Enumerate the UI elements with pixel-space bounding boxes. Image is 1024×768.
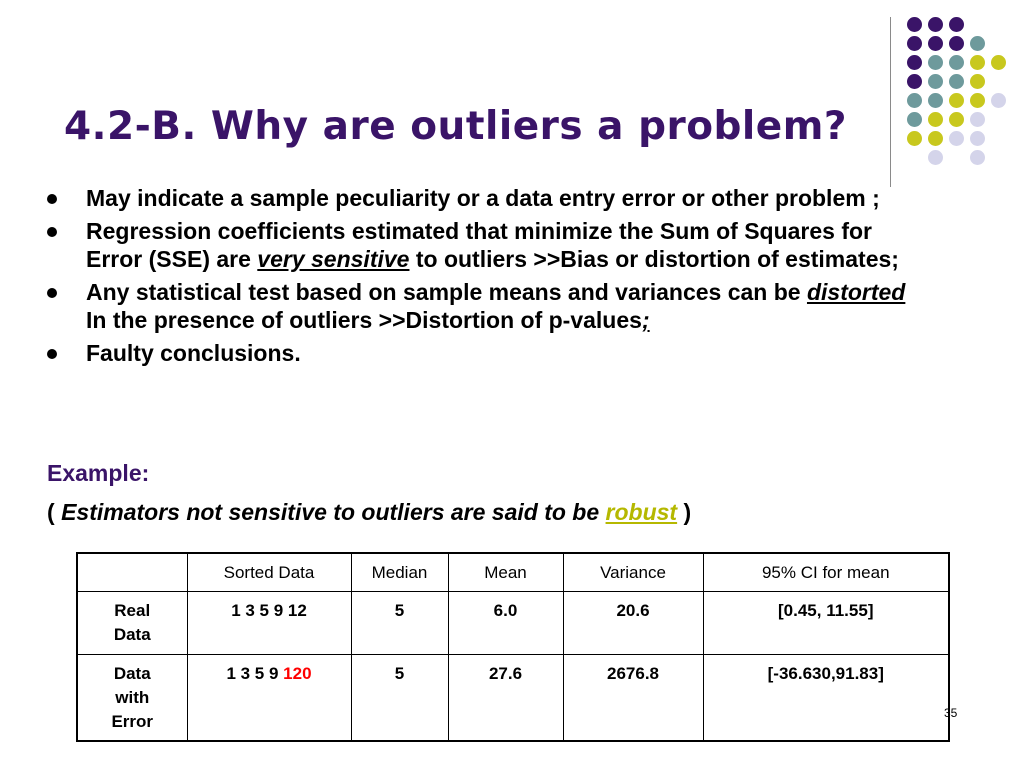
dot bbox=[949, 131, 964, 146]
emphasis-text: distorted bbox=[806, 279, 906, 305]
table-header-row bbox=[77, 553, 949, 592]
dot bbox=[928, 93, 943, 108]
table-cell: 1 3 5 9 12 bbox=[187, 592, 351, 655]
dot bbox=[949, 112, 964, 127]
row-label-line: Data bbox=[113, 625, 151, 644]
dot bbox=[928, 74, 943, 89]
robust-note-open: ( bbox=[47, 499, 62, 525]
example-label: Example: bbox=[47, 460, 150, 486]
dot bbox=[970, 131, 985, 146]
dot bbox=[970, 74, 985, 89]
table-header: Variance bbox=[563, 553, 703, 592]
bullet-item bbox=[44, 339, 914, 367]
dot bbox=[970, 55, 985, 70]
table-header: Median bbox=[351, 553, 448, 592]
bullet-text-part: In the presence of outliers >>Distortion of p-values bbox=[86, 307, 642, 333]
table-cell bbox=[187, 655, 351, 742]
bullet-marker-icon bbox=[47, 194, 57, 204]
bullet-item bbox=[44, 278, 914, 334]
row-label-line: Real bbox=[114, 601, 151, 620]
row-label-line: Data bbox=[113, 664, 151, 683]
dot bbox=[907, 74, 922, 89]
emphasis-text: very sensitive bbox=[257, 246, 410, 272]
dot bbox=[928, 36, 943, 51]
bullet-item bbox=[44, 217, 914, 273]
dot bbox=[928, 131, 943, 146]
table-cell: 2676.8 bbox=[563, 655, 703, 742]
dot bbox=[970, 93, 985, 108]
emphasis-text: ; bbox=[641, 307, 650, 333]
dot bbox=[991, 93, 1006, 108]
dot bbox=[907, 17, 922, 32]
bullet-marker-icon bbox=[47, 288, 57, 298]
bullet-text-part: Regression coefficients estimated that minimize the Sum of Squares for Error (SSE) are bbox=[86, 218, 873, 272]
table-row bbox=[77, 655, 949, 742]
dot bbox=[928, 55, 943, 70]
dot bbox=[970, 150, 985, 165]
bullet-text: May indicate a sample peculiarity or a data entry error or other problem ; bbox=[86, 185, 880, 211]
dot bbox=[949, 55, 964, 70]
row-label-line: with bbox=[115, 688, 150, 707]
table-header bbox=[77, 553, 187, 592]
dot bbox=[928, 150, 943, 165]
robust-note bbox=[47, 499, 691, 526]
row-label bbox=[77, 592, 187, 655]
bullet-marker-icon bbox=[47, 349, 57, 359]
dot bbox=[907, 36, 922, 51]
title-divider-line bbox=[890, 17, 891, 187]
table-header: Sorted Data bbox=[187, 553, 351, 592]
slide-title: 4.2-B. Why are outliers a problem? bbox=[64, 104, 848, 149]
statistics-table bbox=[76, 552, 950, 742]
bullet-text: Faulty conclusions. bbox=[86, 340, 301, 366]
dot bbox=[907, 55, 922, 70]
dot bbox=[949, 93, 964, 108]
bullet-text bbox=[86, 217, 914, 273]
dot bbox=[949, 17, 964, 32]
table-cell: 27.6 bbox=[448, 655, 563, 742]
table-cell: [-36.630,91.83] bbox=[703, 655, 949, 742]
dot bbox=[970, 36, 985, 51]
table-header: 95% CI for mean bbox=[703, 553, 949, 592]
table-cell: [0.45, 11.55] bbox=[703, 592, 949, 655]
sorted-data-prefix: 1 3 5 9 bbox=[226, 664, 284, 683]
bullet-list bbox=[44, 184, 914, 372]
page-number: 35 bbox=[944, 706, 958, 720]
table-cell: 5 bbox=[351, 655, 448, 742]
outlier-value: 120 bbox=[283, 664, 312, 683]
dot bbox=[949, 74, 964, 89]
table-cell: 5 bbox=[351, 592, 448, 655]
bullet-marker-icon bbox=[47, 227, 57, 237]
dot bbox=[928, 17, 943, 32]
robust-word: robust bbox=[605, 499, 678, 525]
table-header: Mean bbox=[448, 553, 563, 592]
table-cell: 20.6 bbox=[563, 592, 703, 655]
robust-note-text: Estimators not sensitive to outliers are said to be bbox=[61, 499, 606, 525]
bullet-text bbox=[86, 278, 914, 334]
row-label-line: Error bbox=[111, 712, 154, 731]
table-row bbox=[77, 592, 949, 655]
dot bbox=[907, 93, 922, 108]
bullet-text-part: to outliers >>Bias or distortion of estimates; bbox=[409, 246, 899, 272]
dot bbox=[907, 112, 922, 127]
dot bbox=[949, 36, 964, 51]
bullet-item bbox=[44, 184, 914, 212]
dot bbox=[928, 112, 943, 127]
dot bbox=[991, 55, 1006, 70]
robust-note-close: ) bbox=[677, 499, 692, 525]
row-label bbox=[77, 655, 187, 742]
bullet-text-part: Any statistical test based on sample means and variances can be bbox=[86, 279, 807, 305]
dot bbox=[907, 131, 922, 146]
dot bbox=[970, 112, 985, 127]
table-cell: 6.0 bbox=[448, 592, 563, 655]
